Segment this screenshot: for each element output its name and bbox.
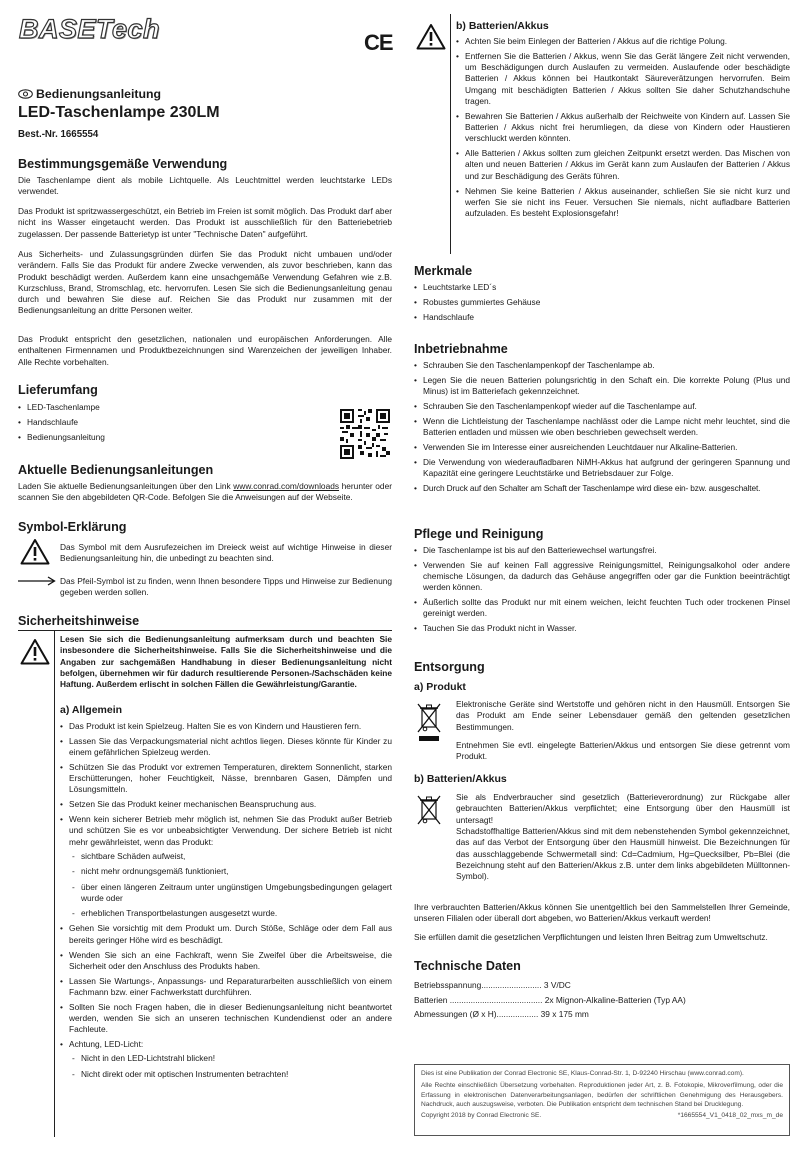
crossed-bin-icon [417, 702, 441, 742]
battery-safety-heading: b) Batterien/Akkus [456, 20, 549, 32]
list-item: • Setzen Sie das Produkt keiner mechanischen Beanspruchung aus. [60, 799, 392, 810]
list-item: • Die Taschenlampe ist bis auf den Batteriewechsel wartungsfrei. [414, 545, 790, 556]
current-manuals-text-after: herunter oder scannen Sie den abgebildeten QR-Code. Befolgen Sie die Anweisungen auf der Webseite. [18, 481, 392, 503]
list-item: - Nicht in den LED-Lichtstrahl blicken! [69, 1053, 392, 1064]
battery-safety-list [456, 36, 790, 223]
general-heading: a) Allgemein [60, 704, 123, 716]
general-safety-list [60, 721, 392, 1084]
list-item: • Legen Sie die neuen Batterien polungsrichtig in den Schaft ein. Die korrekte Polung (Plus und Minus) ist im Batteriefach gekennzeichnet. [414, 375, 790, 398]
startup-heading: Inbetriebnahme [414, 342, 508, 356]
list-item: • Handschlaufe [18, 417, 318, 428]
list-item: • Gehen Sie vorsichtig mit dem Produkt um. Durch Stöße, Schläge oder dem Fall aus bereits geringer Höhe wird es beschädigt. [60, 923, 392, 946]
list-item: • Die Verwendung von wiederaufladbaren NiMH-Akkus hat aufgrund der geringeren Spannung und Kapazität eine geringere Leuchtstärke und Betriebsdauer zur Folge. [414, 457, 790, 480]
table-row [414, 978, 790, 993]
list-item: • Handschlaufe [414, 312, 790, 323]
list-item: • Schrauben Sie den Taschenlampenkopf wieder auf die Taschenlampe auf. [414, 401, 790, 412]
intended-use-p4: Das Produkt entspricht den gesetzlichen, nationalen und europäischen Anforderungen. Alle enthaltenen Firmennamen und Produktbezeichnungen sind Warenzeichen der jeweiligen Inhaber. Alle Rechte vorbehalten. [18, 334, 392, 367]
list-item: • Entfernen Sie die Batterien / Akkus, wenn Sie das Gerät längere Zeit nicht verwenden, um Beschädigungen durch Auslaufen zu vermeiden. Auslaufende oder beschädigte Batterien / Akkus können bei Hautkontakt Säureverätzungen hervorrufen. Beim Umgang mit beschädigten Batterien / Akkus sollten Sie daher Schutzhandschuhe tragen. [456, 51, 790, 107]
list-item: • Lassen Sie das Verpackungsmaterial nicht achtlos liegen. Dieses könnte für Kinder zu einem gefährlichen Spielzeug werden. [60, 736, 392, 759]
features-heading: Merkmale [414, 264, 473, 278]
document-id: *1665554_V1_0418_02_mxs_m_de [677, 1112, 783, 1120]
features-list [414, 282, 790, 326]
symbols-heading: Symbol-Erklärung [18, 520, 127, 534]
led-warning-list [69, 1053, 392, 1080]
manual-label: Bedienungsanleitung [36, 87, 162, 101]
product-title: LED-Taschenlampe 230LM [18, 104, 220, 121]
list-item: • Nehmen Sie keine Batterien / Akkus auseinander, schließen Sie sie nicht kurz und werfen Sie sie nicht ins Feuer. Versuchen Sie niemals, nicht aufladbare Batterien aufzuladen. Es besteht Explosionsgefahr! [456, 186, 790, 220]
disposal-battery-p3: Ihre verbrauchten Batterien/Akkus können Sie unentgeltlich bei den Sammelstellen Ihrer Gemeinde, unseren Filialen oder überall dort abgeben, wo Batterien/Akkus verkauft werden! [414, 902, 790, 924]
battery-box-left-rule [450, 14, 451, 254]
warning-symbol-text: Das Symbol mit dem Ausrufezeichen im Dreieck weist auf wichtige Hinweise in dieser Bedienungsanleitung hin, die unbedingt zu beachten sind. [60, 542, 392, 564]
list-item: - nicht mehr ordnungsgemäß funktioniert, [69, 866, 392, 877]
imprint-bottom-row [421, 1111, 783, 1121]
safety-heading: Sicherheitshinweise [18, 614, 140, 628]
tech-label: Abmessungen (Ø x H).................. [414, 1009, 539, 1019]
list-item: • Robustes gummiertes Gehäuse [414, 297, 790, 308]
intended-use-heading: Bestimmungsgemäße Verwendung [18, 157, 228, 171]
list-item: • Sollten Sie noch Fragen haben, die in dieser Bedienungsanleitung nicht beantwortet werden, wenden Sie sich an unseren technischen Kundendienst oder an andere Fachleute. [60, 1002, 392, 1036]
copyright: Copyright 2018 by Conrad Electronic SE. [421, 1112, 542, 1120]
tech-heading: Technische Daten [414, 959, 521, 973]
list-item: - über einen längeren Zeitraum unter ungünstigen Umgebungsbedingungen gelagert wurde oder [69, 882, 392, 905]
tech-label: Batterien ........................................ [414, 994, 543, 1005]
arrow-symbol-text: Das Pfeil-Symbol ist zu finden, wenn Ihnen besondere Tipps und Hinweise zur Bedienung gegeben werden sollen. [60, 576, 392, 598]
disposal-battery-heading: b) Batterien/Akkus [414, 773, 507, 785]
list-item: • Lassen Sie Wartungs-, Anpassungs- und Reparaturarbeiten ausschließlich von einem Fachmann bzw. einer Fachwerkstatt durchführen. [60, 976, 392, 999]
list-item [60, 814, 392, 919]
safety-intro: Lesen Sie sich die Bedienungsanleitung aufmerksam durch und beachten Sie insbesondere die Sicherheitshinweise. Falls Sie die Sicherheitshinweise und die Angaben zur sachgemäßen Handhabung in dieser Bedienungsanleitung nicht befolgen, übernehmen wir für dadurch resultierende Personen-/Sachschäden keine Haftung. Außerdem erlischt in solchen Fällen die Gewährleistung/Garantie. [60, 634, 392, 690]
care-heading: Pflege und Reinigung [414, 527, 544, 541]
list-item: • Das Produkt ist kein Spielzeug. Halten Sie es von Kindern und Haustieren fern. [60, 721, 392, 732]
list-item: • Bewahren Sie Batterien / Akkus außerhalb der Reichweite von Kindern auf. Lassen Sie Batterien / Akkus nicht frei herumliegen, da diese von Kindern oder Haustieren verschluckt werden könnten. [456, 111, 790, 145]
disposal-battery-p4: Sie erfüllen damit die gesetzlichen Verpflichtungen und leisten Ihren Beitrag zum Umweltschutz. [414, 932, 768, 942]
imprint-line1: Dies ist eine Publikation der Conrad Electronic SE, Klaus-Conrad-Str. 1, D-92240 Hirschau (www.conrad.com). [421, 1070, 744, 1077]
item-number: Best.-Nr. 1665554 [18, 129, 99, 140]
tech-value: 2x Mignon-Alkaline-Batterien (Typ AA) [544, 994, 686, 1005]
tech-value: 3 V/DC [543, 980, 571, 990]
list-item: • Wenn die Lichtleistung der Taschenlampe nachlässt oder die Lampe nicht mehr leuchtet, sind die Batterien entladen und müssen wie oben beschrieben gewechselt werden. [414, 416, 790, 439]
care-list [414, 545, 790, 638]
list-item [60, 1039, 392, 1080]
disposal-battery-p2: Schadstoffhaltige Batterien/Akkus sind mit dem nebenstehenden Symbol gekennzeichnet, das auf das Verbot der Entsorgung über den Hausmüll hinweist. Die Bezeichnungen für das ausschlaggebende Schwermetall sind: Cd=Cadmium, Hg=Quecksilber, Pb=Blei (die Bezeichnung steht auf den Batterien/Akkus z.B. unter dem links abgebildeten Mülltonnen-Symbol). [456, 826, 790, 882]
safety-box-top-rule [18, 630, 392, 631]
disposal-battery-p1: Sie als Endverbraucher sind gesetzlich (Batterieverordnung) zur Rückgabe aller gebrauchten Batterien/Akkus verpflichtet; eine Entsorgung über den Hausmüll ist untersagt! [456, 792, 790, 825]
list-item: • Tauchen Sie das Produkt nicht in Wasser. [414, 623, 790, 634]
list-item: • Leuchtstarke LED´s [414, 282, 790, 293]
imprint-box [414, 1064, 790, 1136]
tech-table [414, 978, 790, 1022]
list-item: • Durch Druck auf den Schalter am Schaft der Taschenlampe wird diese ein- bzw. ausgeschaltet. [414, 483, 790, 494]
current-manuals-heading: Aktuelle Bedienungsanleitungen [18, 463, 214, 477]
crossed-bin-icon [417, 794, 441, 828]
list-item: • Achten Sie beim Einlegen der Batterien / Akkus auf die richtige Polung. [456, 36, 790, 47]
current-manuals-text-before: Laden Sie aktuelle Bedienungsanleitungen über den Link [18, 481, 234, 491]
intended-use-p2: Das Produkt ist spritzwassergeschützt, ein Betrieb im Freien ist somit möglich. Das Produkt darf aber nicht ins Wasser eingetaucht werden. Das Produkt ist ausschließlich für den Batteriebetrieb zugelassen. Der passende Batterietyp ist unter "Technische Daten" aufgeführt. [18, 206, 392, 239]
warning-triangle-icon [416, 23, 446, 50]
imprint-line2: Alle Rechte einschließlich Übersetzung vorbehalten. Reproduktionen jeder Art, z. B. Fotokopie, Mikroverfilmung, oder die Erfassung in elektronischen Datenverarbeitungsanlagen, bedürfen der schriftlichen Genehmigung des Herausgebers. Nachdruck, auch auszugsweise, verboten. Die Publikation entspricht dem technischen Stand bei Drucklegung. [421, 1082, 783, 1108]
disposal-heading: Entsorgung [414, 660, 485, 674]
list-item: • Bedienungsanleitung [18, 432, 318, 443]
brand-logo: BASETech [19, 14, 161, 44]
list-item: • Wenden Sie sich an eine Fachkraft, wenn Sie Zweifel über die Arbeitsweise, die Sicherheit oder den Anschluss des Produkts haben. [60, 950, 392, 973]
warning-triangle-icon [20, 638, 50, 665]
list-item: • Schrauben Sie den Taschenlampenkopf der Taschenlampe ab. [414, 360, 790, 371]
disposal-product-heading: a) Produkt [414, 681, 466, 693]
intended-use-p3: Aus Sicherheits- und Zulassungsgründen dürfen Sie das Produkt nicht umbauen und/oder verändern. Falls Sie das Produkt für andere Zwecke verwenden, als zuvor beschrieben, kann das Produkt beschädigt werden. Außerdem kann eine unsachgemäße Verwendung Gefahren wie z.B. Kurzschluss, Brand, Stromschlag, etc. hervorrufen. Lesen Sie sich die Bedienungsanleitung genau durch und bewahren Sie diese auf. Reichen Sie das Produkt nur zusammen mit der Bedienungsanleitung an dritte Personen weiter. [18, 249, 392, 316]
list-item: • LED-Taschenlampe [18, 402, 318, 413]
qr-code [340, 409, 390, 459]
table-row [414, 1007, 790, 1022]
eye-icon [18, 89, 33, 99]
conditions-list [69, 851, 392, 919]
arrow-right-icon [18, 576, 56, 586]
tech-value: 39 x 175 mm [540, 1009, 589, 1019]
list-item-text: Wenn kein sicherer Betrieb mehr möglich ist, nehmen Sie das Produkt außer Betrieb und schützen Sie es vor unbeabsichtigter Verwendung. Der sichere Betrieb ist nicht mehr gewährleistet, wenn das Produkt: [69, 814, 392, 847]
disposal-product-p1: Elektronische Geräte sind Wertstoffe und gehören nicht in den Hausmüll. Entsorgen Sie das Produkt am Ende seiner Lebensdauer gemäß den geltenden gesetzlichen Bestimmungen. [456, 699, 790, 732]
ce-mark: CE [364, 30, 393, 55]
delivery-heading: Lieferumfang [18, 383, 98, 397]
delivery-list [18, 402, 318, 446]
table-row [414, 993, 790, 1008]
list-item: • Alle Batterien / Akkus sollten zum gleichen Zeitpunkt ersetzt werden. Das Mischen von alten und neuen Batterien / Akkus im Gerät kann zum Auslaufen der Batterien / Akkus und zur Beschädigung des Geräts führen. [456, 148, 790, 182]
startup-list [414, 360, 790, 497]
tech-label: Betriebsspannung.......................... [414, 980, 542, 990]
warning-triangle-icon [20, 538, 50, 565]
downloads-link[interactable]: www.conrad.com/downloads [233, 481, 340, 491]
list-item: - Nicht direkt oder mit optischen Instrumenten betrachten! [69, 1069, 392, 1080]
intended-use-p1: Die Taschenlampe dient als mobile Lichtquelle. Als Leuchtmittel werden leuchtstarke LEDs verwendet. [18, 175, 392, 197]
list-item: • Schützen Sie das Produkt vor extremen Temperaturen, direktem Sonnenlicht, starken Erschütterungen, hoher Feuchtigkeit, Nässe, brennbaren Gasen, Dämpfen und Lösungsmitteln. [60, 762, 392, 796]
list-item: • Verwenden Sie auf keinen Fall aggressive Reinigungsmittel, Reinigungsalkohol oder andere chemische Lösungen, da dadurch das Gehäuse angegriffen oder gar die Funktion beeinträchtigt werden können. [414, 560, 790, 594]
list-item: • Verwenden Sie im Interesse einer ausreichenden Leuchtdauer nur Alkaline-Batterien. [414, 442, 790, 453]
list-item-text: Achtung, LED-Licht: [69, 1039, 144, 1050]
list-item: - erheblichen Transportbelastungen ausgesetzt wurde. [69, 908, 392, 919]
safety-box-left-rule [54, 630, 55, 1137]
list-item: - sichtbare Schäden aufweist, [69, 851, 392, 862]
current-manuals-text [18, 481, 392, 504]
list-item: • Äußerlich sollte das Produkt nur mit einem weichen, leicht feuchten Tuch oder trockenen Pinsel gereinigt werden. [414, 597, 790, 620]
disposal-product-p2: Entnehmen Sie evtl. eingelegte Batterien/Akkus und entsorgen Sie diese getrennt vom Produkt. [456, 740, 790, 762]
